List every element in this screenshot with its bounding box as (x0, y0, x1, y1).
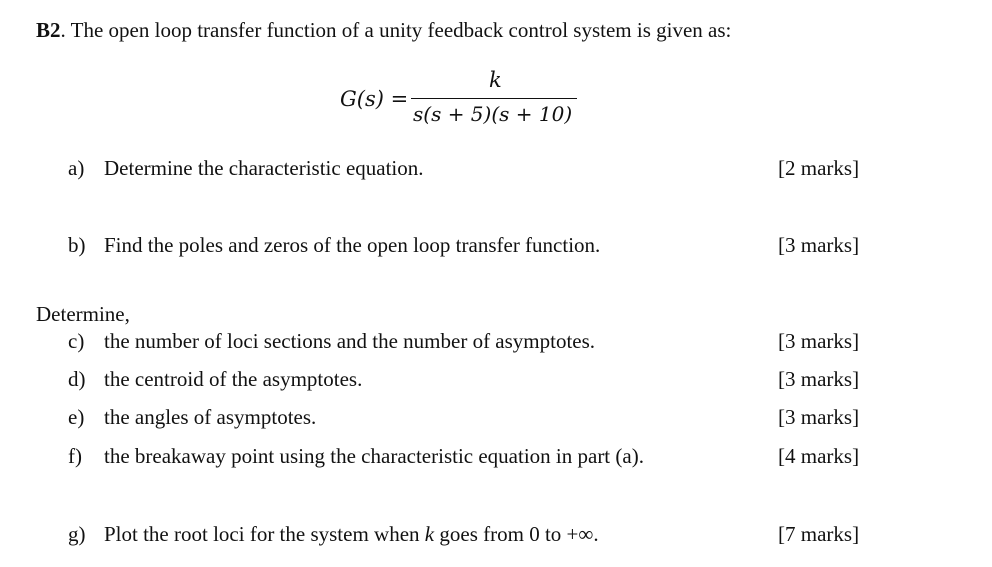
formula-numerator: k (489, 68, 502, 92)
part-a-label: a) (68, 156, 85, 180)
part-g-text (104, 522, 599, 546)
part-g-text-before: Plot the root loci for the system when (104, 522, 425, 546)
part-c-label: c) (68, 329, 85, 353)
part-a-text: Determine the characteristic equation. (104, 156, 424, 180)
part-d-label: d) (68, 367, 86, 391)
part-b-label: b) (68, 233, 86, 257)
part-b-text: Find the poles and zeros of the open loop transfer function. (104, 233, 601, 257)
part-f-marks: [4 marks] (778, 444, 860, 468)
part-a-marks: [2 marks] (778, 156, 860, 180)
fraction-bar (411, 98, 577, 99)
part-g-label: g) (68, 522, 86, 546)
determine-heading: Determine, (36, 302, 130, 326)
question-intro: . The open loop transfer function of a unity feedback control system is given as: (60, 18, 732, 42)
part-d-text: the centroid of the asymptotes. (104, 367, 363, 391)
question-heading (36, 18, 731, 42)
part-g-text-after: goes from 0 to +∞. (434, 522, 599, 546)
part-g-variable: k (424, 522, 435, 546)
part-e-label: e) (68, 405, 85, 429)
formula-denominator: s(s + 5)(s + 10) (413, 102, 573, 126)
part-c-marks: [3 marks] (778, 329, 860, 353)
part-e-marks: [3 marks] (778, 405, 860, 429)
part-g-marks: [7 marks] (778, 522, 860, 546)
formula-lhs: G(s) = (340, 87, 409, 111)
part-f-label: f) (68, 444, 82, 468)
part-f-text: the breakaway point using the characteristic equation in part (a). (104, 444, 644, 468)
part-e-text: the angles of asymptotes. (104, 405, 317, 429)
question-number: B2 (36, 18, 61, 42)
part-c-text: the number of loci sections and the number of asymptotes. (104, 329, 596, 353)
part-b-marks: [3 marks] (778, 233, 860, 257)
part-d-marks: [3 marks] (778, 367, 860, 391)
